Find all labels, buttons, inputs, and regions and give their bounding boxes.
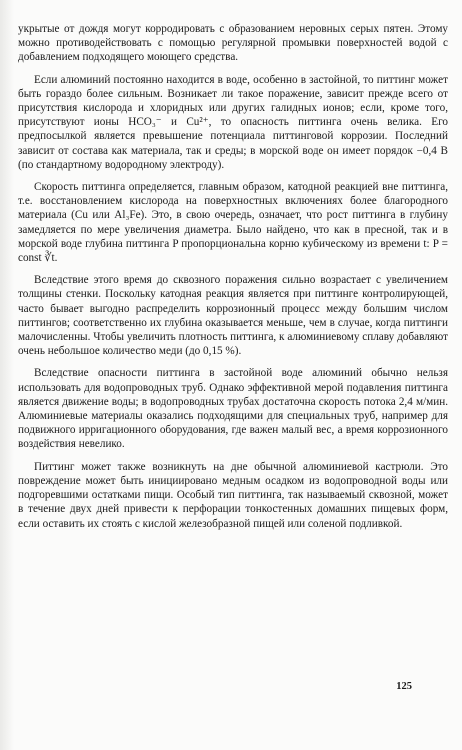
page-number: 125 — [396, 681, 412, 692]
scan-shadow-edge — [0, 0, 14, 750]
paragraph-2: Если алюминий постоянно находится в воде, особенно в застойной, то питтинг может быть гораздо более сильным. Возникает ли такое поражение, зависит прежде всего от присутствия кислорода и хлоридных или других галидных ионов; если, кроме того, присутствуют ионы HCO₃⁻ и Cu²⁺, то опасность питтинга очень велика. Его предпосылкой является превышение потенциала питтинговой коррозии. Последний зависит от состава как материала, так и среды; в морской воде он имеет порядок −0,4 В (по стандартному водородному электроду). — [18, 73, 448, 171]
paragraph-3: Скорость питтинга определяется, главным образом, катодной реакцией вне питтинга, т.е. восстановлением кислорода на поверхностных включениях более благородного материала (Cu или Al₃Fe). Это, в свою очередь, означает, что рост питтинга в глубину замедляется по мере увеличения диаметра. Было найдено, что как в пресной, так и в морской воде глубина питтинга P пропорциональна корню кубическому из времени t: P = const ∛t. — [18, 181, 448, 265]
paragraph-6: Питтинг может также возникнуть на дне обычной алюминиевой кастрюли. Это повреждение может быть инициировано медным осадком из водопроводной воды или подгоревшими остатками пищи. Особый тип питтинга, так называемый сквозной, может в течение двух дней привести к перфорации тонкостенных домашних пищевых форм, если оставить их стоять с кислой железобразной пищей или соленой подливкой. — [18, 460, 448, 530]
paragraph-1: укрытые от дождя могут корродировать с образованием неровных серых пятен. Этому можно противодействовать с помощью регулярной промывки поверхностей водой с добавлением подходящего моющего средства. — [18, 23, 448, 64]
page-body — [18, 22, 448, 539]
paragraph-4: Вследствие этого время до сквозного поражения сильно возрастает с увеличением толщины стенки. Поскольку катодная реакция является при питтинге контролирующей, часто бывает выгодно распределить коррозионный процесс между большим числом питтингов; соответственно их глубина оказывается меньше, чем в случае, когда питтинги малочисленны. Чтобы увеличить плотность питтинга, к алюминиевому сплаву добавляют очень небольшое количество меди (до 0,15 %). — [18, 274, 448, 358]
paragraph-5: Вследствие опасности питтинга в застойной воде алюминий обычно нельзя использовать для водопроводных труб. Однако эффективной мерой подавления питтинга является движение воды; в водопроводных трубах достаточна скорость потока 2,4 м/мин. Алюминиевые материалы оказались подходящими для специальных труб, например для подвижного ирригационного оборудования, где важен малый вес, а время коррозионного воздействия невелико. — [18, 367, 448, 451]
